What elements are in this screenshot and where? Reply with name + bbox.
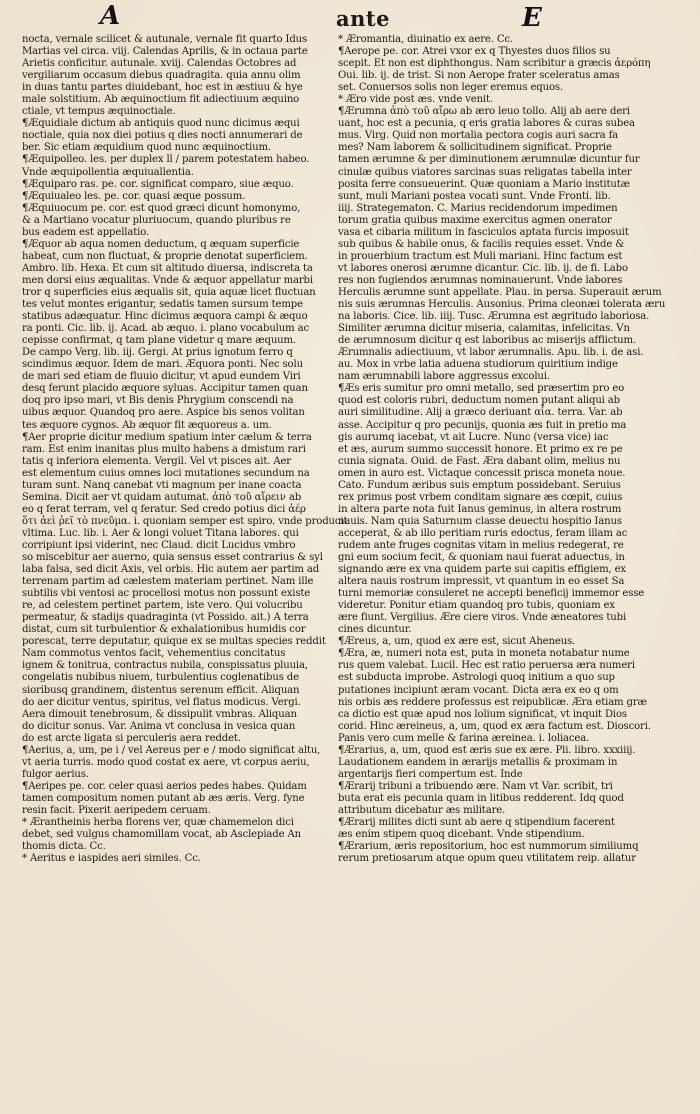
text-line: Panis vero cum melle & farina æreinea. i. loliacea. (338, 732, 590, 744)
text-line: ¶Aerius, a, um, pe i / vel Aereus per e / modo significat altu, (22, 744, 321, 756)
text-line: attributum dicebatur æs militare. (338, 805, 506, 816)
text-line: De campo Verg. lib. iij. Gergi. At prius ignotum ferro q (22, 347, 293, 359)
text-line: Vnde æquipollentia æquiuallentia. (22, 166, 194, 178)
text-line: ¶Ærarij milites dicti sunt ab aere q stipendium facerent (338, 817, 615, 829)
text-line: male solstitium. Ab æquinoctium fit adiectiuum æquino (22, 94, 300, 106)
text-line: so miscebitur aer auerno, quia sensus esset contrarius & syl (22, 552, 323, 564)
text-line: Aera dimouit tenebrosum, & dissipulit vmbras. Aliquan (22, 708, 297, 720)
text-line: vasa et cibaria militum in fasciculos aptata furcis imposuit (338, 226, 629, 238)
text-line: res non fugiendos ærumnas nominauerunt. Vnde labores (338, 274, 623, 286)
text-line: ¶Æquiparo ras. pe. cor. significat comparo, siue æquo. (22, 178, 294, 190)
text-line: tamen compositum nomen putant ab æs æris. Verg. fyne (22, 792, 305, 804)
text-line: * Ærantheinis herba florens ver, quæ chamemelon dici (22, 817, 294, 829)
text-line: ¶Æquiualeo les. pe. cor. quasi æque possum. (22, 190, 246, 202)
text-line: tes æquore cygnos. Ab æquor fit æquoreus a. um. (22, 419, 272, 431)
text-line: scepit. Et non est diphthongus. Nam scribitur a græcis ἀερόπη (338, 58, 651, 70)
text-line: ¶Æreus, a, um, quod ex ære est, sicut Aheneus. (338, 636, 576, 648)
text-line: posita ferre consueuerint. Quæ quoniam a Mario institutæ (338, 178, 631, 190)
text-line: corid. Hinc æreineus, a, um, quod ex æra factum est. Dioscori. (338, 720, 651, 732)
text-line: acceperat, & ab illo peritiam ruris edoctus, feram illam ac (338, 527, 628, 539)
text-line: do dicitur sonus. Var. Anima vt conclusa in vesica quan (22, 720, 296, 732)
text-line: & a Martiano vocatur pluriuocum, quando pluribus re (22, 214, 291, 226)
text-line: sioribusq grandinem, distentus serenum efficit. Aliquan (22, 684, 300, 696)
text-line: de mari sed etiam de fluuio dicitur, vt apud eundem Viri (22, 371, 301, 383)
text-line: thomis dicta. Cc. (22, 841, 106, 853)
text-line: tes velut montes erigantur, sedatis tamen sursum tempe (22, 299, 303, 311)
text-line: ¶Aeripes pe. cor. celer quasi aerios pedes habes. Quidam (22, 780, 307, 792)
text-line: bus eadem est appellatio. (22, 226, 150, 238)
text-line: tror q superficies eius æqualis sit, quia aquæ licet fluctuan (22, 286, 316, 298)
text-line: men dorsi eius æqualitas. Vnde & æquor appellatur marbi (22, 274, 313, 286)
text-line: Ambro. lib. Hexa. Et cum sit altitudo diuersa, indiscreta ta (22, 262, 313, 274)
text-line: ¶Ærumna ἀπὸ τοῦ αἴρω ab æro leuo tollo. Alij ab aere deri (338, 106, 630, 118)
header-left-letter: A (100, 1, 121, 31)
text-line: resin facit. Pixerit aeripedem ceruam. (22, 805, 211, 816)
text-line: noctiale, quia nox diei potius q dies nocti annumerari de (22, 130, 303, 142)
text-line: vergiliarum occasum diebus quadragita. quia annu olim (22, 70, 301, 82)
text-line: * Aeritus e iaspides aeri similes. Cc. (22, 853, 201, 865)
text-line: ¶Æra, æ, numeri nota est, puta in moneta notabatur nume (338, 648, 630, 660)
text-line: set. Conuersos solis non leger eremus equos. (338, 82, 563, 94)
text-line: nauis. Nam quia Saturnum classe deuectu hospitio Ianus (338, 515, 622, 527)
text-line: Arietis conficitur. autunale. xviij. Calendas Octobres ad (22, 58, 297, 70)
text-line: ca dictio est quæ apud nos lolium significat, vt inquit Dios (338, 708, 627, 720)
text-line: ¶Æquidiale dictum ab antiquis quod nunc dicimus æqui (22, 118, 300, 130)
text-line: sunt, muli Mariani postea vocati sunt. Vnde Fronti. lib. (338, 190, 611, 202)
text-line: ¶Ærarij tribuni a tribuendo ære. Nam vt Var. scribit, tri (338, 780, 613, 792)
text-line: ram. Est enim inanitas plus multo habens a dmistum rari (22, 443, 306, 455)
text-line: in prouerbium tractum est Muli mariani. Hinc factum est (338, 250, 623, 262)
text-line: terrenam partim ad cælestem materiam pertinet. Nam ille (22, 576, 314, 588)
text-line: nocta, vernale scilicet & autunale, vernale fit quarto Idus (22, 34, 308, 45)
text-line: gis aurumq iacebat, vt ait Lucre. Nunc (versa vice) iac (338, 431, 609, 443)
text-line: iiij. Strategematon. C. Marius recidendorum impedimen (338, 202, 618, 214)
text-line: et æs, aurum summo successit honore. Et primo ex re pe (338, 443, 623, 455)
text-line: do aer dicitur ventus, spiritus, vel flatus modicus. Vergi. (22, 696, 301, 708)
text-line: ¶Æquor ab aqua nomen deductum, q æquam superficie (22, 238, 300, 250)
text-line: ra ponti. Cic. lib. ij. Acad. ab æquo. i. plano vocabulum ac (22, 323, 309, 335)
running-head: ante (336, 6, 390, 31)
text-line: doq pro ipso mari, vt Bis denis Phrygium conscendi na (22, 395, 294, 407)
text-line: fulgor aerius. (22, 768, 89, 780)
text-line: ὅτι ἀεὶ ῥεῖ τὸ πνεῦμα. i. quoniam semper est spiro. vnde producit (22, 515, 348, 527)
text-line: argentarijs fieri compertum est. Inde (338, 768, 523, 780)
text-line: vltima. Luc. lib. i. Aer & longi voluet Titana labores. qui (22, 527, 299, 539)
text-line: corripiunt ipsi viderint, nec Claud. dicit Lucidus vmbro (22, 539, 296, 551)
text-line: sub quibus & habile onus, & facilis requies esset. Vnde & (338, 238, 625, 250)
text-line: ctiale, vt tempus æquinoctiale. (22, 106, 176, 118)
text-line: ¶Ærarius, a, um, quod est æris sue ex ære. Pli. libro. xxxiiij. (338, 744, 636, 756)
text-line: de ærumnosum dicitur q est laboribus ac miserijs afflictum. (338, 335, 636, 347)
text-line: nis suis ærumnas Herculis. Ausonius. Prima cleonæi tolerata æru (338, 299, 666, 311)
text-line: videretur. Ponitur etiam quandoq pro tubis, quoniam ex (338, 600, 615, 612)
text-line: permeatur, & stadijs quadraginta (vt Possido. ait.) A terra (22, 612, 309, 624)
text-line: asse. Accipitur q pro pecunijs, quonia æs fuit in pretio ma (338, 419, 627, 431)
text-line: ber. Sic etiam æquidium quod nunc æquinoctium. (22, 142, 271, 154)
text-line: debet, sed vulgus chamomillam vocat, ab Asclepiade An (22, 829, 301, 841)
text-line: do est arcte ligata si perculeris aera reddet. (22, 732, 241, 744)
text-line: au. Mox in vrbe latia aduena studiorum quiritium indige (338, 359, 618, 371)
text-line: nis orbis æs reddere professus est reipublicæ. Æra etiam græ (338, 696, 647, 708)
text-line: tatis q inferiora elementa. Vergil. Vel vt pisces ait. Aer (22, 455, 291, 467)
text-line: buta erat eis pecunia quam in litibus redderent. Idq quod (338, 792, 624, 804)
page-header (0, 0, 700, 34)
text-line: statibus adæquatur. Hinc dicimus æquora campi & æquo (22, 311, 308, 323)
text-line: tamen ærumne & per diminutionem ærumnulæ dicuntur fur (338, 154, 640, 166)
text-line: in duas tantu partes diuidebant, hoc est in æstiuu & hye (22, 82, 303, 94)
text-line: desq ferunt placido æquore syluas. Accipitur tamen quan (22, 383, 308, 395)
text-line: Ærumnalis adiectiuum, vt labor ærumnalis. Apu. lib. i. de asi. (338, 347, 644, 359)
text-line: cines dicuntur. (338, 624, 412, 636)
text-line: Cato. Fundum æribus suis emptum possidebant. Seruius (338, 479, 621, 491)
text-line: porescat, terre deputatur, quique ex se multas species reddit (22, 636, 326, 648)
text-line: re, ad celestem pertinet partem, iste vero. Qui volucribu (22, 600, 303, 612)
text-line: Laudationem eandem in ærarijs metallis & proximam in (338, 756, 618, 768)
text-line: uibus æquor. Quandoq pro aere. Aspice bis senos volitan (22, 407, 305, 419)
text-line: altera nauis rostrum impressit, vt quantum in eo esset Sa (338, 576, 625, 588)
text-line: rex primus post vrbem conditam signare æs cœpit, cuius (338, 491, 623, 503)
text-line: Semina. Dicit aer vt quidam autumat. ἀπὸ τοῦ αἴρειν ab (22, 491, 302, 503)
text-line: ignem & tonitrua, contractus nubila, conspissatus pluuia, (22, 660, 308, 672)
text-line: rudem ante fruges cognitas vitam in melius redegerat, re (338, 539, 624, 551)
text-line: ¶Æquiuocum pe. cor. est quod græci dicunt homonymo, (22, 202, 301, 214)
text-line: omen in auro est. Victaque concessit prisca moneta noue. (338, 467, 626, 479)
text-line: eo q ferat terram, vel q feratur. Sed credo potius dici ἀέρ (22, 503, 306, 515)
text-line: cepisse confirmat, q tam plane videtur q mare æquum. (22, 335, 297, 347)
text-line: æs enim stipem quoq dicebant. Vnde stipendium. (338, 829, 585, 841)
text-line: quod est coloris rubri, deductum nomen putant aliqui ab (338, 395, 620, 407)
text-line: Similiter ærumna dicitur miseria, calamitas, infelicitas. Vn (338, 323, 630, 335)
text-line: torum gratia quibus maxime exercitus agmen onerator (338, 214, 612, 226)
text-line: gni eum socium fecit, & quoniam naui fuerat aduectus, in (338, 552, 625, 564)
text-line: est elementum cuius omnes loci mutationes secundum na (22, 467, 310, 479)
text-line: rerum pretiosarum atque opum queu vtilitatem reip. allatur (338, 853, 636, 865)
text-line: ¶Ærarium, æris repositorium, hoc est nummorum similiumq (338, 841, 639, 853)
text-line: turni memoriæ consuleret ne accepti beneficij immemor esse (338, 588, 645, 600)
text-line: distat, cum sit turbulentior & exhalationibus humidis cor (22, 624, 306, 636)
text-line: congelatis nubibus niuem, turbulentius coglenatibus de (22, 672, 299, 684)
text-line: turam sunt. Nanq canebat vti magnum per inane coacta (22, 479, 302, 491)
text-line: cunia signata. Ouid. de Fast. Æra dabant olim, melius nu (338, 455, 621, 467)
text-line: putationes incipiunt æram vocant. Dicta æra ex eo q om (338, 684, 619, 696)
text-line: ¶Aer proprie dicitur medium spatium inter cælum & terra (22, 431, 312, 443)
text-line: Nam commotus ventos facit, vehementius concitatus (22, 648, 286, 660)
left-text-column (22, 34, 348, 865)
text-line: Herculis ærumne sunt appellate. Plau. in persa. Superauit ærum (338, 286, 662, 298)
text-line: * Æro vide post æs. vnde venit. (338, 94, 493, 106)
right-text-column (338, 34, 666, 865)
text-line: scindimus æquor. Idem de mari. Æquora ponti. Nec solu (22, 359, 303, 371)
text-line: Oui. lib. ij. de trist. Si non Aerope frater sceleratus amas (338, 70, 620, 82)
text-line: mus. Virg. Quid non mortalia pectora cogis auri sacra fa (338, 130, 619, 142)
text-line: habeat, cum non fluctuat, & proprie denotat superficiem. (22, 250, 308, 262)
text-line: ¶Aerope pe. cor. Atrei vxor ex q Thyestes duos filios su (338, 46, 611, 58)
header-right-letter: E (522, 3, 542, 33)
text-line: vt labores onerosi ærumne dicantur. Cic. lib. ij. de fi. Labo (338, 262, 628, 274)
text-line: ¶Æs eris sumitur pro omni metallo, sed præsertim pro eo (338, 383, 625, 395)
text-line: uant, hoc est a pecunia, q eris gratia labores & curas subea (338, 118, 635, 130)
text-line: vt aeria turris. modo quod costat ex aere, vt corpus aeriu, (22, 756, 310, 768)
text-line: na laboris. Cice. lib. iiij. Tusc. Ærumna est ægritudo laboriosa. (338, 311, 650, 323)
text-line: signando ære ex vna quidem parte sui capitis effigiem, ex (338, 564, 626, 576)
text-line: * Æromantia, diuinatio ex aere. Cc. (338, 34, 513, 45)
text-line: auri similitudine. Alij a græco deriuant αἶα. terra. Var. ab (338, 407, 623, 419)
text-line: ¶Æquipolleo. les. per duplex ll / parem potestatem habeo. (22, 154, 310, 166)
text-line: ære fiunt. Vergilius. Ære ciere viros. Vnde æneatores tubi (338, 612, 627, 624)
text-line: nam ærumnabili labore aggressus excolui. (338, 371, 550, 383)
text-line: laba falsa, sed dicit Axis, vel orbis. Hic autem aer partim ad (22, 564, 320, 576)
text-line: cinulæ quibus viatores sarcinas suas religatas tabella inter (338, 166, 632, 178)
text-line: est subducta improbe. Astrologi quoq initium a quo sup (338, 672, 615, 684)
text-line: Martias vel circa. viij. Calendas Aprilis, & in octaua parte (22, 46, 308, 58)
text-line: in altera parte nota fuit Ianus geminus, in altera rostrum (338, 503, 622, 515)
text-line: rus quem valebat. Lucil. Hec est ratio peruersa æra numeri (338, 660, 635, 672)
text-line: mes? Nam laborem & sollicitudinem significat. Proprie (338, 142, 612, 154)
text-line: subtilis vbi ventosi ac procellosi motus non possunt existe (22, 588, 311, 600)
